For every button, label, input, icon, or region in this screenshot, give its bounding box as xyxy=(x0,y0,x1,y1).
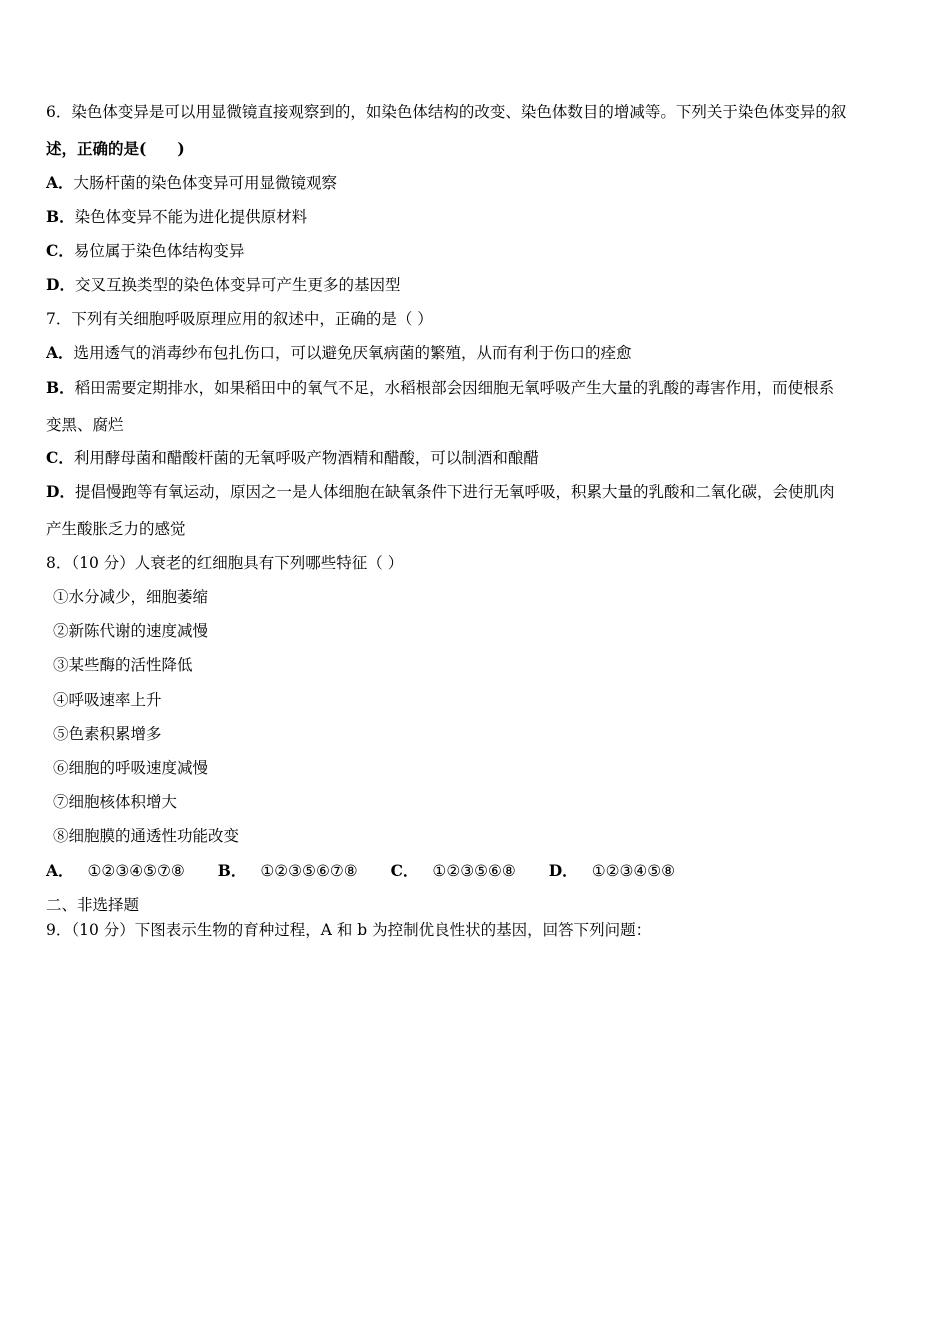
q8-stem: 8．（10 分）人衰老的红细胞具有下列哪些特征（ ） xyxy=(46,554,404,572)
q6-stem-line2: 述，正确的是( ) xyxy=(46,139,185,158)
q8-item-6: ⑥细胞的呼吸速度减慢 xyxy=(53,759,209,777)
q6-option-b: B．染色体变异不能为进化提供原材料 xyxy=(46,207,308,226)
q8-item-1: ①水分减少，细胞萎缩 xyxy=(53,588,209,606)
q6-option-d: D．交叉互换类型的染色体变异可产生更多的基因型 xyxy=(46,275,401,294)
q6-stem-line1: 6．染色体变异是可以用显微镜直接观察到的，如染色体结构的改变、染色体数目的增减等。下列关于染色体变异的叙 xyxy=(46,103,847,121)
q8-item-7: ⑦细胞核体积增大 xyxy=(53,793,178,811)
q7-option-c: C．利用酵母菌和醋酸杆菌的无氧呼吸产物酒精和醋酸，可以制酒和酿醋 xyxy=(46,448,539,467)
q8-item-4: ④呼吸速率上升 xyxy=(53,691,162,709)
q8-item-2: ②新陈代谢的速度减慢 xyxy=(53,622,209,640)
q7-option-b-line2: 变黑、腐烂 xyxy=(46,416,124,434)
q7-option-a: A．选用透气的消毒纱布包扎伤口，可以避免厌氧病菌的繁殖，从而有利于伤口的痊愈 xyxy=(46,343,632,362)
q6-option-c: C．易位属于染色体结构变异 xyxy=(46,241,245,260)
q8-option-d: D． ①②③④⑤⑧ xyxy=(548,861,676,880)
q8-options-row xyxy=(46,860,916,882)
q7-stem: 7．下列有关细胞呼吸原理应用的叙述中，正确的是（ ） xyxy=(46,310,433,328)
q8-option-b: B． ①②③⑤⑥⑦⑧ xyxy=(217,861,358,880)
q7-option-d-line1: D．提倡慢跑等有氧运动，原因之一是人体细胞在缺氧条件下进行无氧呼吸，积累大量的乳酸和二氧化碳，会使肌肉 xyxy=(46,482,835,501)
q8-item-3: ③某些酶的活性降低 xyxy=(53,656,193,674)
q8-item-5: ⑤色素积累增多 xyxy=(53,725,162,743)
q8-option-c: C． ①②③⑤⑥⑧ xyxy=(390,861,516,880)
q6-option-a: A．大肠杆菌的染色体变异可用显微镜观察 xyxy=(46,173,338,192)
q9-stem: 9．（10 分）下图表示生物的育种过程，A 和 b 为控制优良性状的基因，回答下列问题： xyxy=(46,921,652,939)
q7-option-d-line2: 产生酸胀乏力的感觉 xyxy=(46,520,186,538)
q7-option-b-line1: B．稻田需要定期排水，如果稻田中的氧气不足，水稻根部会因细胞无氧呼吸产生大量的乳酸的毒害作用，而使根系 xyxy=(46,378,835,397)
section-title-nonchoice: 二、非选择题 xyxy=(46,896,140,914)
q8-option-a: A． ①②③④⑤⑦⑧ xyxy=(46,861,185,880)
q8-item-8: ⑧细胞膜的通透性功能改变 xyxy=(53,827,240,845)
